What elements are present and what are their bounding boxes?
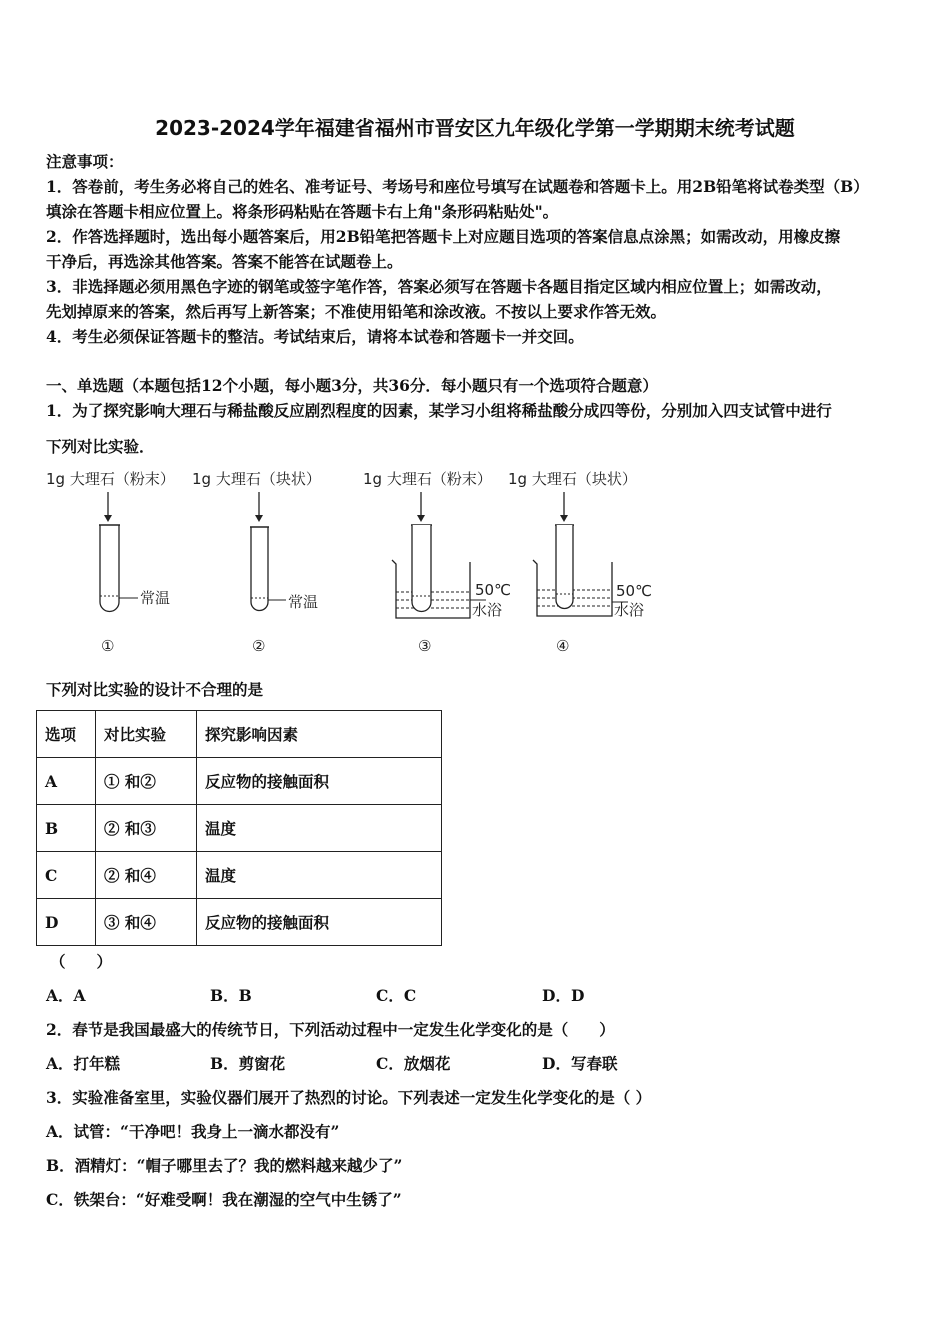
water-bath-beaker-4: [533, 492, 652, 655]
notice-line: 3．非选择题必须用黑色字迹的钢笔或签字笔作答，答案必须写在答题卡各题目指定区域内相应位置上；如需改动，: [46, 277, 832, 296]
tube-number: ④: [556, 637, 570, 655]
notice-line: 4．考生必须保证答题卡的整洁。考试结束后，请将本试卷和答题卡一并交回。: [46, 327, 584, 346]
tube-number: ①: [101, 637, 115, 655]
table-cell: ② 和④: [96, 852, 197, 899]
q3-option-c[interactable]: C．铁架台：“好难受啊！我在潮湿的空气中生锈了”: [46, 1190, 402, 1209]
notice-line: 先划掉原来的答案，然后再写上新答案；不准使用铅笔和涂改液。不按以上要求作答无效。: [46, 302, 667, 321]
tube-number: ③: [418, 637, 432, 655]
table-cell: 反应物的接触面积: [197, 758, 442, 805]
q2-stem: 2．春节是我国最盛大的传统节日，下列活动过程中一定发生化学变化的是（ ）: [46, 1020, 615, 1039]
tube1-label: 1g 大理石（粉末）: [46, 470, 175, 488]
q1-option-b[interactable]: B．B: [210, 986, 252, 1005]
bath-label: 水浴: [614, 601, 645, 619]
room-temp-label: 常温: [288, 593, 319, 611]
table-cell: D: [37, 899, 96, 946]
table-row: [37, 852, 442, 899]
q1-table: [36, 710, 442, 946]
notice-line: 填涂在答题卡相应位置上。将条形码粘贴在答题卡右上角"条形码粘贴处"。: [46, 202, 559, 221]
notice-line: 干净后，再选涂其他答案。答案不能答在试题卷上。: [46, 252, 403, 271]
table-row: [37, 899, 442, 946]
table-cell: B: [37, 805, 96, 852]
section-heading: 一、单选题（本题包括12个小题，每小题3分，共36分．每小题只有一个选项符合题意）: [46, 376, 658, 395]
q2-option-a[interactable]: A．打年糕: [46, 1054, 121, 1073]
bath-temp-label: 50℃: [616, 582, 652, 600]
q1-option-d[interactable]: D．D: [542, 986, 585, 1005]
table-cell: 选项: [37, 711, 96, 758]
table-cell: ② 和③: [96, 805, 197, 852]
room-temp-label: 常温: [140, 589, 171, 607]
tube-number: ②: [252, 637, 266, 655]
table-cell: 探究影响因素: [197, 711, 442, 758]
table-cell: C: [37, 852, 96, 899]
q1-option-a[interactable]: A．A: [46, 986, 86, 1005]
tube4-label: 1g 大理石（块状）: [508, 470, 637, 488]
table-cell: 温度: [197, 805, 442, 852]
q2-option-c[interactable]: C．放烟花: [376, 1054, 451, 1073]
notice-line: 2．作答选择题时，选出每小题答案后，用2B铅笔把答题卡上对应题目选项的答案信息点涂黑；如需改动，用橡皮擦: [46, 227, 841, 246]
table-cell: 温度: [197, 852, 442, 899]
table-cell: ③ 和④: [96, 899, 197, 946]
table-row: [37, 805, 442, 852]
q3-option-a[interactable]: A．试管：“干净吧！我身上一滴水都没有”: [46, 1122, 340, 1141]
notice-heading: 注意事项：: [46, 152, 124, 171]
q1-answer-blank: （ ）: [50, 952, 113, 971]
bath-temp-label: 50℃: [475, 581, 511, 599]
table-cell: ① 和②: [96, 758, 197, 805]
tube3-label: 1g 大理石（粉末）: [363, 470, 492, 488]
q3-option-b[interactable]: B．酒精灯：“帽子哪里去了？我的燃料越来越少了”: [46, 1156, 403, 1175]
q1-question: 下列对比实验的设计不合理的是: [46, 680, 264, 699]
page-title: 2023-2024学年福建省福州市晋安区九年级化学第一学期期末统考试题: [155, 116, 795, 140]
tube2-label: 1g 大理石（块状）: [192, 470, 321, 488]
table-row: [37, 758, 442, 805]
water-bath-beaker-3: [392, 492, 511, 655]
table-cell: A: [37, 758, 96, 805]
bath-label: 水浴: [472, 601, 503, 619]
test-tube-1: [99, 492, 170, 655]
q3-stem: 3．实验准备室里，实验仪器们展开了热烈的讨论。下列表述一定发生化学变化的是（ ）: [46, 1088, 652, 1107]
q1-option-c[interactable]: C．C: [376, 986, 417, 1005]
q2-option-d[interactable]: D．写春联: [542, 1054, 618, 1073]
q1-stem-cont: 下列对比实验．: [46, 437, 155, 456]
test-tube-2: [250, 492, 318, 655]
table-cell: 反应物的接触面积: [197, 899, 442, 946]
q1-stem: 1．为了探究影响大理石与稀盐酸反应剧烈程度的因素，某学习小组将稀盐酸分成四等份，分别加入四支试管中进行: [46, 401, 832, 420]
table-cell: 对比实验: [96, 711, 197, 758]
experiment-figure: [40, 462, 660, 662]
q2-option-b[interactable]: B．剪窗花: [210, 1054, 286, 1073]
notice-line: 1．答卷前，考生务必将自己的姓名、准考证号、考场号和座位号填写在试题卷和答题卡上。用2B铅笔将试卷类型（B）: [46, 177, 869, 196]
table-header-row: [37, 711, 442, 758]
